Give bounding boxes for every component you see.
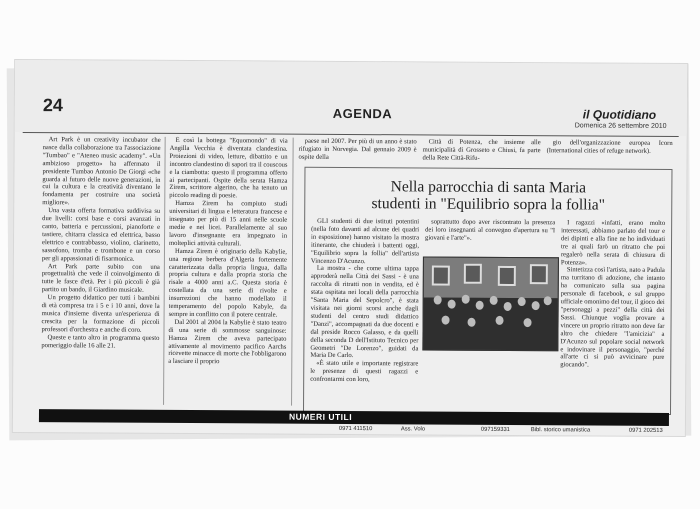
newspaper-name: il Quotidiano [582, 107, 657, 122]
paragraph: soprattutto dopo aver riscontrato la presenza dei loro insegnanti al convegno d'apertura su "I giovani e l'arte"». [425, 218, 556, 242]
paragraph: Città di Potenza, che insieme alle municipalità di Grosseto e Chiusi, fa parte della Rete Città-Rifu- [422, 138, 541, 162]
useful-numbers-bar [39, 409, 669, 426]
boxed-article-column-1 [310, 218, 419, 409]
paragraph: I ragazzi «infatti, erano molto interessati, abbiamo parlato del tour e dei dipinti e alla fine ne ho individuati tre ai quali farò un ritratto che poi regalerò nella serata di chiusura di Potenza». [560, 219, 666, 266]
boxed-article-column-3 [560, 219, 665, 410]
person [476, 301, 484, 310]
paragraph: La mostra - che come ultima tappa approderà nella Città dei Sassi - è una raccolta di ritratti non in vendita, ed è stata ospitata nei locali della parrocchia "Santa Maria del Sepolcro", è stata visitata nei giorni scorsi anche dagli studenti del centro studi didattico "Danzi", accompagnati da due docenti e dal preside Rocco Galasso, e da quelli della seconda D dell'Istituto Tecnico per Geometri "De Lorenzo", guidati da Maria De Carlo. [310, 265, 419, 360]
paragraph: Un progetto didattico per tutti i bambini di età compresa tra i 5 e i 10 anni, dove la musica d'insieme diventa un'esperienza di crescita per la formazione di piccoli professori d'orchestra e anche di coro. [41, 294, 160, 334]
paragraph: Art Park parte subito con una progettualità che vede il coinvolgimento di tutte le fasce d'età. Per i più piccoli è già partito un bando, il Giardino musicale. [41, 262, 160, 294]
paragraph: Dal 2001 al 2004 la Kabylie è stato teatro di una serie di sommosse sanguinose: Hamza Zirem che aveva partecipato attivamente al movimento pacifico Aarchs ricevette minacce di morte che l'obbligarono a lasciare il proprio [168, 318, 287, 366]
article-headline [305, 178, 671, 214]
paragraph: Sintetizza così l'artista, nato a Padula ma turritano di adozione, che intanto ha comunicato sulla sua pagina personale di facebook, e sul gruppo ufficiale omonimo del tour, il gioco dei "personaggi a pezzi" della città dei Sassi. Chiunque voglia provare a vincere un proprio ritratto non deve far altro che chiedere "l'amicizia" a D'Acunzo sul popolare social network e indovinare il personaggio, "perché all'arte ci si può avvicinare pure giocando". [560, 266, 665, 369]
paragraph: «È stato utile e importante registrare le presenze di questi ragazzi e confrontarmi con loro, [310, 360, 419, 384]
newspaper-clipping [13, 60, 687, 436]
paragraph: È così la bottega "Equomondo" di via Angilla Vecchia è diventata clandestina. Proiezioni di video, letture, dibattito e un incontro clandestino di sapori tra il couscous e la ciambotta: questo il programma offerto ai partecipanti. Ospite della serata Hamza Zirem, scrittore algerino, che ha tenuto un piccolo reading di poesie. [169, 136, 288, 200]
article-column-2 [168, 137, 288, 404]
issue-date: Domenica 26 settembre 2010 [574, 122, 667, 130]
person [524, 318, 532, 327]
column-divider [291, 138, 294, 406]
headline-line-1: Nella parrocchia di santa Maria [390, 178, 587, 197]
paragraph: gio dell'organizzazione europea Icorn (International cities of refuge network). [546, 139, 673, 155]
students-photo [422, 256, 559, 351]
person [544, 296, 552, 305]
painting [432, 266, 450, 286]
paragraph: Hamza Zirem è originario della Kabylie, una regione berbera d'Algeria fortemente caratterizzata dalla propria lingua, dalla propria cultura e dalla propria storia che risale a 4000 anni a.C. Questa storia è costellata da una serie di rivolte e insurrezioni che hanno modellato il temperamento del popolo Kabyle, da sempre in conflitto con il potere centrale. [168, 247, 287, 319]
paragraph: Art Park è un creativity incubator che nasce dalla collaborazione tra l'associazione "Tumbao" e "Ateneo music academy". «Un ambizioso progetto» ha affermato il presidente Tumbao Antonio De Giorgi «che guarda al futuro delle nuove generazioni, in cui la cultura e la creatività diventano le fondamenta per costruire una società migliore». [42, 136, 161, 207]
person [434, 296, 442, 305]
person [496, 316, 504, 325]
painting [530, 264, 548, 284]
article-column-1 [41, 136, 161, 403]
paragraph: Una vasta offerta formativa suddivisa su due livelli: corsi base e corsi avanzati in canto, batteria e percussioni, pianoforte e tastiere, chitarra classica ed elettrica, basso elettrico e contrabbasso, violino, clarinetto, sassofono, tromba e trombone e un corso per gli appassionati di fisarmonica. [41, 207, 161, 263]
section-title: AGENDA [332, 105, 393, 122]
person [490, 296, 498, 305]
person [448, 300, 456, 309]
boxed-article-column-2 [425, 218, 555, 253]
article-column-3 [299, 138, 417, 165]
paragraph: Hamza Zirem ha compiuto studi universitari di lingua e letteratura francese e insegnato per più di 15 anni nelle scuole medie e nei licei. Parallelamente al suo lavoro d'insegnante era impegnato in molteplici attività culturali. [169, 200, 288, 248]
person [468, 318, 476, 327]
person [462, 295, 470, 304]
painting [498, 266, 516, 286]
phone-number: 0971 411510 [338, 425, 373, 433]
phone-label: Bibl. storico umanistica [530, 427, 591, 434]
paragraph: Queste e tanto altro in programma questo pomeriggio dalle 16 alle 21. [41, 333, 160, 350]
useful-numbers-title: NUMERI UTILI [288, 411, 353, 423]
headline-line-2: studenti in "Equilibrio sopra la follia" [371, 195, 606, 214]
person [442, 316, 450, 325]
page-number: 24 [42, 95, 63, 116]
column-divider [163, 137, 166, 405]
person [532, 301, 540, 310]
article-column-5 [547, 139, 673, 166]
phone-number: 0971 202513 [628, 427, 663, 434]
boxed-article [303, 167, 672, 415]
page-header [15, 60, 687, 136]
person [518, 297, 526, 306]
phone-number: 097159331 [480, 426, 510, 433]
paragraph: paese nel 2007. Per più di un anno è stato rifugiato in Norvegia. Dal gennaio 2009 è ospite della [298, 137, 417, 161]
person [504, 302, 512, 311]
phone-label: Ass. Volo [400, 426, 426, 433]
painting [464, 264, 482, 284]
article-column-4 [423, 138, 541, 165]
paragraph: GLI studenti di due istituti potentini (nella foto davanti ad alcune dei quadri in esposizione) hanno visitato la mostra itinerante, che chiuderà i battenti oggi, "Equilibrio sopra la follia" dell'artista Vincenzo D'Acunzo. [310, 217, 420, 265]
